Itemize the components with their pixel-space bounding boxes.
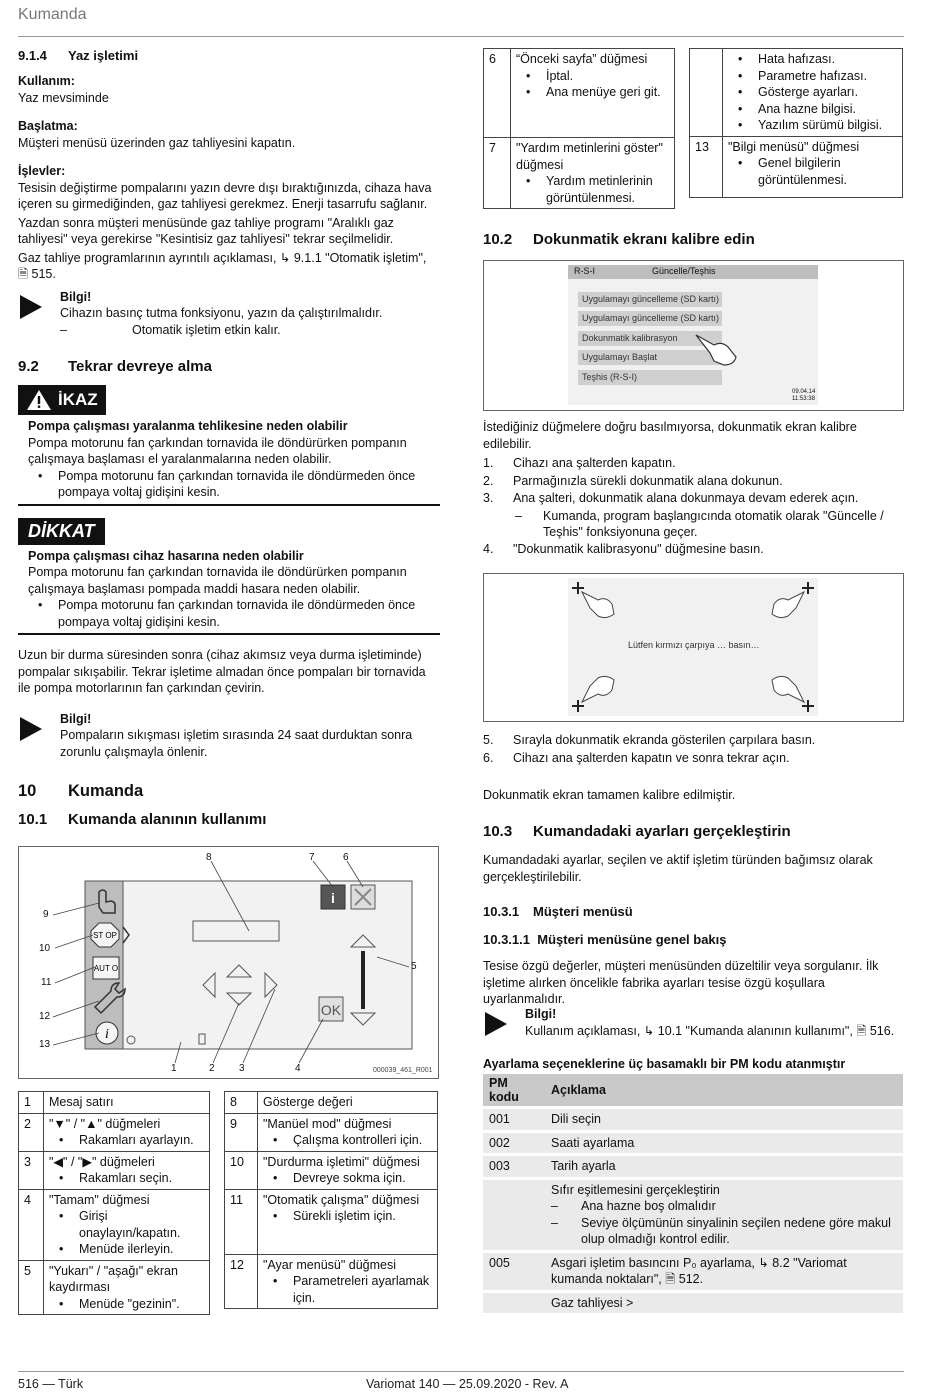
callout-11: 11 (41, 977, 52, 988)
callout-4: 4 (295, 1063, 301, 1074)
warning-label: İKAZ (18, 385, 106, 415)
figure-code: 000039_461_R001 (373, 1067, 433, 1074)
menu-item-touch-calibration[interactable]: Dokunmatik kalibrasyon (578, 331, 722, 346)
svg-text:i: i (331, 890, 335, 906)
info-note-pumps: Bilgi! Pompaların sıkışması işletim sırasında 24 saat durduktan sonra zorunlu çalışmayla önlenir. (18, 711, 440, 761)
pm-005-description[interactable]: Asgari işletim basıncını P₀ ayarlama, ↳ 8.2 "Variomat kumanda noktaları", 🗎 512. (545, 1253, 903, 1290)
usage-label: Kullanım: (18, 74, 75, 88)
table-row: 003 Tarih ayarla (483, 1156, 903, 1177)
functions-p3[interactable]: Gaz tahliye programlarının ayrıntılı açıklaması, ↳ 9.1.1 "Otomatik işletim", 🗎 515. (18, 250, 427, 281)
page-header: Kumanda (18, 6, 87, 23)
info-menu-i-icon (96, 1022, 118, 1044)
table-row: Sıfır eşitlemesini gerçekleştirin – Ana hazne boş olmalıdır – Seviye ölçümünün sinyalinin seçilen nedene göre makul olup olmadığı kontrol edilir. (483, 1180, 903, 1250)
calibration-done: Dokunmatik ekran tamamen kalibre edilmiştir. (483, 788, 736, 802)
callout-8: 8 (206, 852, 212, 863)
footer-rule (18, 1371, 904, 1372)
info-arrow-icon (20, 717, 42, 741)
legend-table-right-a (483, 48, 675, 209)
legend-table-right-b (689, 48, 903, 198)
warning-block: İKAZ Pompa çalışması yaralanma tehlikesine neden olabilir Pompa motorunu fan çarkından tornavida ile döndürürken pompanın çalışmaya başlaması el yaralanmalarına neden olabilir. • Pompa motorunu fan çarkından tornavida ile döndürmeden önce pompaya voltaj gidişini kesin. (18, 385, 440, 506)
heading-9-2: 9.2 Tekrar devreye alma (18, 358, 212, 375)
caution-block: DİKKAT Pompa çalışması cihaz hasarına neden olabilir Pompa motorunu fan çarkından tornavida ile döndürürken pompanın çalışmaya başlaması pompada maddi hasara neden olabilir. • Pompa motorunu fan çarkından tornavida ile döndürmeden önce pompaya voltaj gidişini kesin. (18, 518, 440, 636)
functions-label: İşlevler: (18, 164, 66, 178)
warning-triangle-icon (26, 389, 52, 411)
list-item: 4. "Dokunmatik kalibrasyonu" düğmesine basın. (483, 541, 764, 556)
svg-text:AUT O: AUT O (93, 964, 119, 973)
list-item: 5. Sırayla dokunmatik ekranda gösterilen çarpılara basın. (483, 733, 816, 747)
svg-text:i: i (105, 1027, 109, 1042)
calibration-intro: İstediğiniz düğmelere doğru basılmıyorsa, dokunmatik ekran kalibre edilebilir. (483, 420, 857, 451)
heading-10-2: 10.2 Dokunmatik ekranı kalibre edin (483, 231, 755, 248)
usage-text: Yaz mevsiminde (18, 90, 109, 105)
functions-p1: Tesisin değiştirme pompalarını yazın devre dışı bıraktığınızda, cihaza hava içeren su girmediğinden, gaz tahliyesi gerekmez. Enerji tasarrufu sağlanır. (18, 180, 432, 211)
pm-code-table (483, 1071, 903, 1316)
table-row: • Hata hafızası. • Parametre hafızası. • Gösterge ayarları. • Ana hazne bilgisi. • Yazılım sürümü bilgisi. (690, 49, 903, 137)
pointing-hand-icon (694, 331, 740, 367)
menu-item-diagnosis[interactable]: Teşhis (R-S-I) (578, 370, 722, 385)
list-item: 1. Cihazı ana şalterden kapatın. (483, 456, 676, 470)
start-text: Müşteri menüsü üzerinden gaz tahliyesini kapatın. (18, 135, 296, 150)
table-row: 9 "Manüel mod" düğmesi • Çalışma kontrolleri için. (225, 1113, 438, 1151)
callout-5: 5 (411, 961, 417, 972)
footer-page: 516 — Türk (18, 1377, 84, 1391)
header-rule (18, 36, 904, 37)
left-column (18, 48, 440, 828)
menu-item-update-sd-1[interactable]: Uygulamayı güncelleme (SD kartı) (578, 292, 722, 307)
info-note-summer: Bilgi! Cihazın basınç tutma fonksiyonu, yazın da çalıştırılmalıdır. – Otomatik işletim etkin kalır. (18, 289, 440, 339)
control-panel-figure (18, 846, 439, 1079)
caution-rule (18, 633, 440, 635)
legend-table-middle (224, 1091, 438, 1309)
table-row: 4 "Tamam" düğmesi • Girişi onaylayın/kapatın. • Menüde ilerleyin. (19, 1189, 210, 1260)
screen-time: 11:53:38 (792, 396, 815, 402)
list-item: 6. Cihazı ana şalterden kapatın ve sonra tekrar açın. (483, 750, 790, 765)
calibration-steps (483, 455, 903, 558)
heading-9-1-4: 9.1.4 Yaz işletimi (18, 48, 139, 63)
callout-7: 7 (309, 852, 315, 863)
table-row: 6 “Önceki sayfa” düğmesi • İptal. • Ana menüye geri git. (484, 49, 675, 138)
screen-header-left: R-S-I (574, 266, 595, 276)
callout-2: 2 (209, 1063, 215, 1074)
menu-item-start-app[interactable]: Uygulamayı Başlat (578, 350, 722, 365)
callout-13: 13 (39, 1039, 51, 1050)
table-row: 13 "Bilgi menüsü" düğmesi • Genel bilgilerin görüntülenmesi. (690, 136, 903, 197)
table-row: 7 "Yardım metinlerini göster" düğmesi • Yardım metinlerinin görüntülenmesi. (484, 138, 675, 209)
svg-text:ST OP: ST OP (93, 931, 117, 940)
table-row: 002 Saati ayarlama (483, 1133, 903, 1154)
screen-date: 09.04.14 (792, 389, 816, 395)
callout-3: 3 (239, 1063, 245, 1074)
calibration-prompt: Lütfen kırmızı çarpıya … basın… (628, 640, 760, 650)
settings-intro: Kumandadaki ayarlar, seçilen ve aktif işletim türünden bağımsız olarak gerçekleştirilebilir. (483, 853, 873, 884)
table-row: 1 Mesaj satırı (19, 1092, 210, 1114)
legend-table-left (18, 1091, 210, 1315)
footer-doc: Variomat 140 — 25.09.2020 - Rev. A (366, 1377, 569, 1391)
info-arrow-icon (485, 1012, 507, 1036)
calibration-steps-2 (483, 732, 903, 767)
table-row: 11 "Otomatik çalışma" düğmesi • Sürekli işletim için. (225, 1189, 438, 1254)
customer-menu-intro: Tesise özgü değerler, müşteri menüsünden düzeltilir veya sorgulanır. İlk işletime alırken öncelikle fabrika ayarları tesise özgü koşullara uyarlanmalıdır. (483, 959, 879, 1006)
table-row: 005 Asgari işletim basıncını P₀ ayarlama, ↳ 8.2 "Variomat kumanda noktaları", 🗎 512. (483, 1253, 903, 1290)
heading-10-1: 10.1 Kumanda alanının kullanımı (18, 811, 267, 828)
heading-10-3: 10.3 Kumandadaki ayarları gerçekleştirin (483, 823, 791, 840)
list-item: 2. Parmağınızla sürekli dokunmatik alana dokunun. (483, 473, 783, 488)
info-arrow-icon (20, 295, 42, 319)
update-screen-figure (483, 260, 904, 411)
start-label: Başlatma: (18, 119, 78, 133)
warning-rule (18, 504, 440, 506)
table-row: 3 "◀" / "▶" düğmeleri • Rakamları seçin. (19, 1151, 210, 1189)
screen-header-right: Güncelle/Teşhis (652, 266, 716, 276)
table-row: 5 "Yukarı" / "aşağı" ekran kaydırması • Menüde "gezinin". (19, 1260, 210, 1315)
callout-12: 12 (39, 1011, 51, 1022)
callout-1: 1 (171, 1063, 177, 1074)
info-note-usage: Bilgi! Kullanım açıklaması, ↳ 10.1 "Kumanda alanının kullanımı", 🗎 516. (483, 1006, 925, 1039)
callout-6: 6 (343, 852, 349, 863)
table-row: 12 "Ayar menüsü" düğmesi • Parametreleri ayarlamak için. (225, 1254, 438, 1309)
dash-marker: – (60, 322, 67, 337)
heading-10: 10 Kumanda (18, 782, 144, 800)
caution-label: DİKKAT (18, 518, 105, 545)
usage-reference-link[interactable]: Kullanım açıklaması, ↳ 10.1 "Kumanda alanının kullanımı", 🗎 516. (525, 1023, 895, 1038)
table-row: 2 "▼" / "▲" düğmeleri • Rakamları ayarlayın. (19, 1113, 210, 1151)
auto-button-icon (93, 957, 119, 979)
table-header-row: PM kodu Açıklama (483, 1074, 903, 1106)
list-item: 3. Ana şalteri, dokunmatik alana dokunmaya devam ederek açın. (483, 491, 859, 505)
step3-result: – Kumanda, program başlangıcında otomatik olarak "Güncelle / Teşhis" fonksiyonuna geçer. (515, 508, 884, 539)
table-row: 001 Dili seçin (483, 1109, 903, 1130)
control-panel-diagram (19, 847, 438, 1078)
heading-10-3-1-1: 10.3.1.1 Müşteri menüsüne genel bakış (483, 932, 727, 947)
table-row: Gaz tahliyesi > (483, 1293, 903, 1314)
functions-p2: Yazdan sonra müşteri menüsünde gaz tahliye programı "Aralıklı gaz tahliyesi" veya gerekirse "Kesintisiz gaz tahliyesi" tekrar seçilmelidir. (18, 215, 394, 246)
callout-10: 10 (39, 943, 51, 954)
svg-text:OK: OK (320, 1002, 342, 1018)
menu-item-update-sd-2[interactable]: Uygulamayı güncelleme (SD kartı) (578, 311, 722, 326)
restart-paragraph: Uzun bir durma süresinden sonra (cihaz akımsız veya durma işletiminde) pompalar sıkışabilir. Tekrar işletime almadan önce pompaları bir tornavida ile pompa motorlarının fan çarkından çevirin. (18, 648, 426, 695)
callout-9: 9 (43, 909, 49, 920)
table-row: 8 Gösterge değeri (225, 1092, 438, 1114)
calibration-screen-figure (483, 573, 904, 722)
pm-table-heading: Ayarlama seçeneklerine üç basamaklı bir PM kodu atanmıştır (483, 1057, 846, 1071)
heading-10-3-1: 10.3.1 Müşteri menüsü (483, 904, 633, 919)
table-row: 10 "Durdurma işletimi" düğmesi • Devreye sokma için. (225, 1151, 438, 1189)
